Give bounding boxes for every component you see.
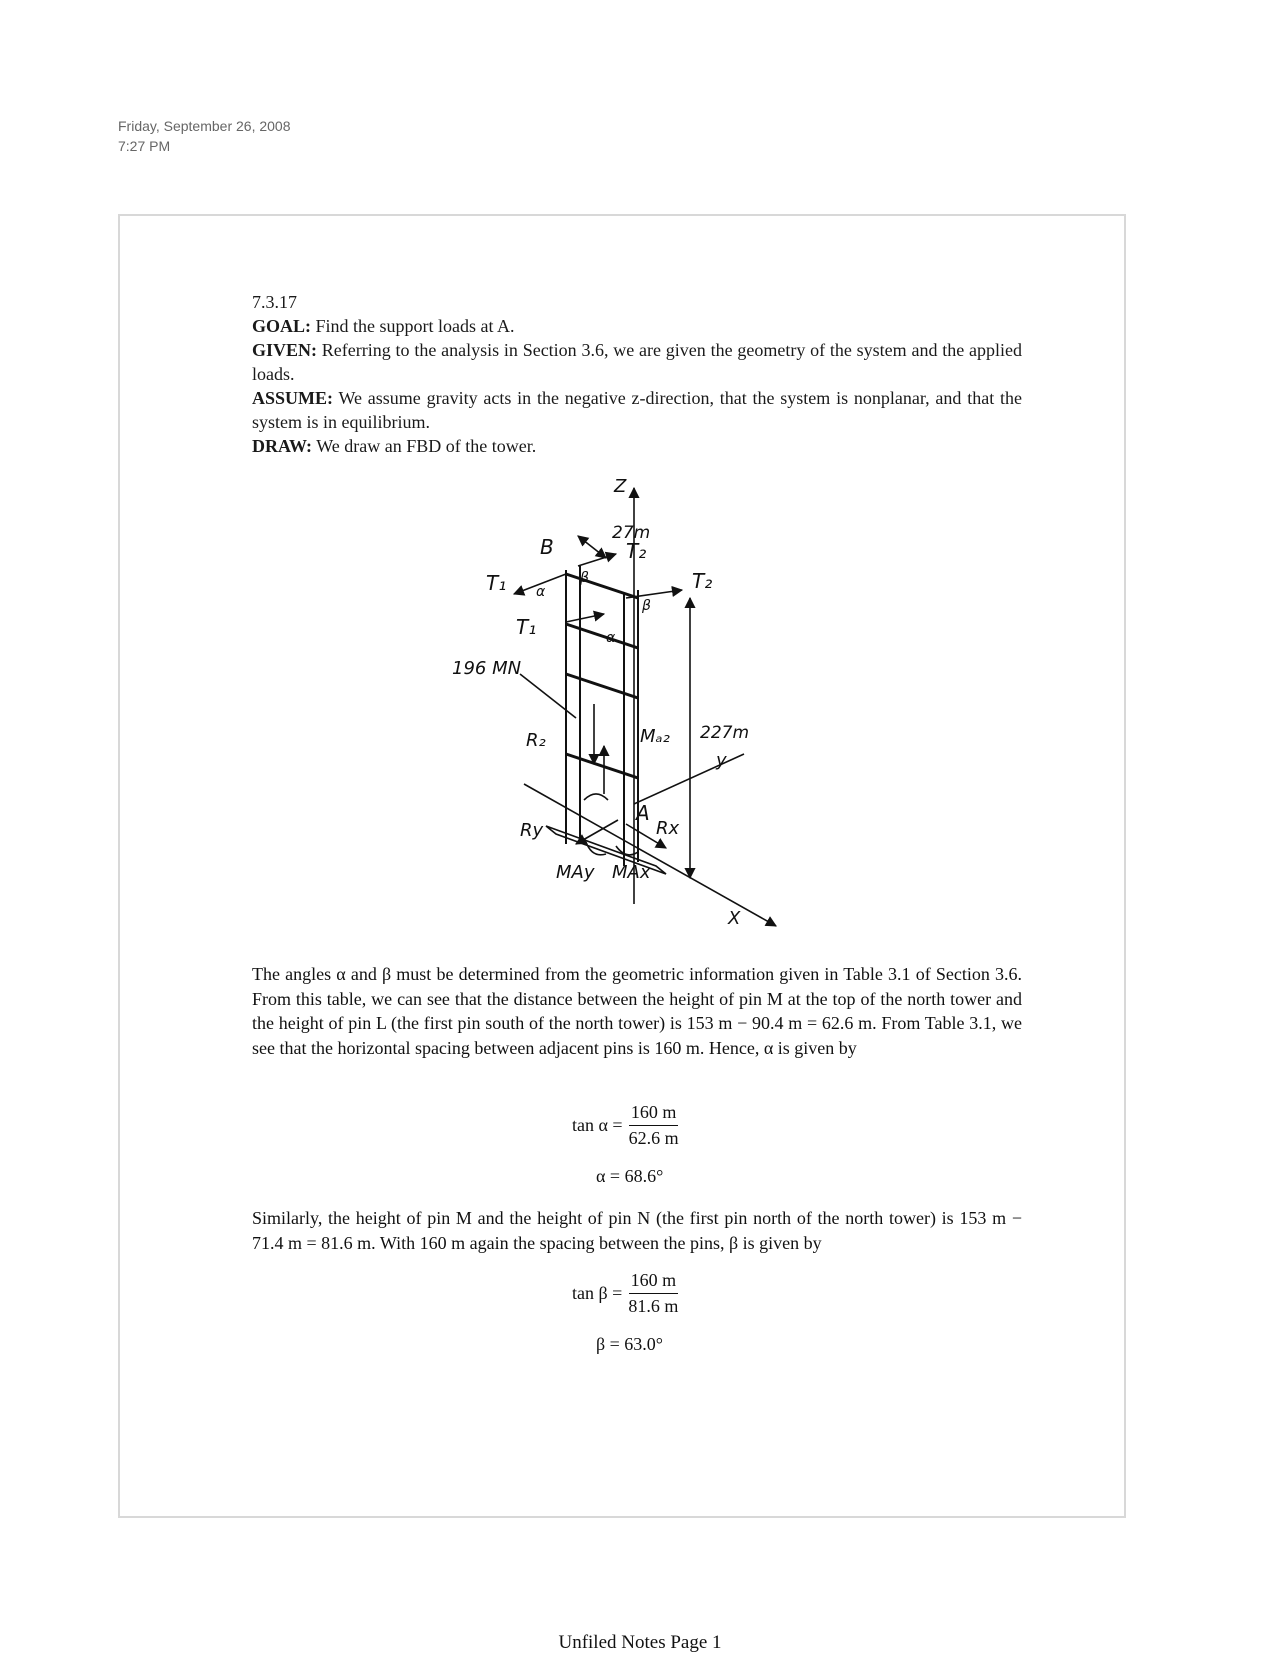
equation-tan-beta	[572, 1270, 678, 1317]
equation-alpha-value: α = 68.6°	[596, 1166, 664, 1186]
fbd-label-T2-right: T₂	[692, 569, 713, 593]
force-T1-mid	[566, 614, 604, 622]
fbd-label-T2-top: T₂	[626, 539, 647, 563]
fbd-label-y: y	[716, 750, 727, 771]
tower-beam-4	[566, 754, 638, 778]
fbd-label-T1-top: T₁	[486, 571, 507, 595]
fbd-label-z: Z	[614, 476, 627, 497]
analysis-paragraph-2: Similarly, the height of pin M and the height of pin N (the first pin north of the north tower) is 153 m − 71.4 m = 81.6 m. With 160 m again the spacing between the pins, β is given by	[252, 1208, 1022, 1253]
analysis-paragraph-1: The angles α and β must be determined from the geometric information given in Table 3.1 of Section 3.6. From this table, we can see that the distance between the height of pin M at the top of the north tower and the height of pin L (the first pin south of the north tower) is 153 m − 90.4 m = 62.6 m. From Table 3.1, we see that the horizontal spacing between adjacent pins is 160 m. Hence, α is given by	[252, 964, 1022, 1058]
tower-fbd-drawing	[452, 474, 826, 934]
assume-line	[252, 386, 1022, 434]
assume-text: We assume gravity acts in the negative z-direction, that the system is nonplanar, and that the system is in equilibrium.	[252, 388, 1022, 432]
fbd-label-Rz: R₂	[526, 730, 546, 751]
force-Ry	[576, 820, 618, 844]
fbd-label-MAy: MAy	[556, 862, 595, 883]
fbd-label-MAz: Mₐ₂	[640, 726, 670, 747]
equation-tan-beta-fraction	[628, 1270, 678, 1317]
tower-beam-1	[566, 574, 638, 598]
fbd-label-alpha-2: α	[606, 630, 616, 646]
given-text: Referring to the analysis in Section 3.6, we are given the geometry of the system and the applied loads.	[252, 340, 1022, 384]
fbd-label-MAx: MAx	[612, 862, 651, 883]
x-axis-line	[524, 784, 776, 926]
draw-label: DRAW:	[252, 436, 313, 456]
moment-MAz-arc	[584, 794, 608, 800]
given-line	[252, 338, 1022, 386]
goal-line	[252, 314, 1022, 338]
dimension-27m-line	[578, 536, 606, 558]
note-date: Friday, September 26, 2008	[118, 118, 291, 134]
given-label: GIVEN:	[252, 340, 318, 360]
fbd-label-196mn: 196 MN	[452, 658, 522, 679]
equation-tan-alpha-denominator: 62.6 m	[628, 1128, 679, 1148]
tower-beam-2	[566, 624, 638, 648]
fbd-label-alpha-1: α	[536, 584, 546, 600]
page-footer: Unfiled Notes Page 1	[558, 1632, 722, 1653]
equation-tan-beta-numerator: 160 m	[629, 1270, 679, 1294]
equation-tan-beta-denominator: 81.6 m	[628, 1296, 679, 1316]
problem-number: 7.3.17	[252, 292, 297, 312]
note-time: 7:27 PM	[118, 138, 171, 154]
force-T2-top	[578, 554, 616, 566]
goal-label: GOAL:	[252, 316, 312, 336]
fbd-label-27m: 27m	[612, 523, 651, 543]
fbd-label-beta-2: β	[642, 598, 651, 614]
equation-tan-alpha	[572, 1102, 679, 1149]
fbd-label-T1-mid: T₁	[516, 615, 537, 639]
note-timestamp	[118, 116, 291, 156]
fbd-label-Rx: Rx	[656, 818, 680, 839]
equation-tan-beta-lhs: tan β =	[572, 1283, 623, 1303]
y-axis-line	[634, 754, 744, 804]
goal-text: Find the support loads at A.	[311, 316, 515, 336]
draw-text: We draw an FBD of the tower.	[312, 436, 537, 456]
tower-beam-3	[566, 674, 638, 698]
fbd-label-227m: 227m	[700, 723, 750, 743]
equation-tan-alpha-fraction	[629, 1102, 679, 1149]
fbd-label-Ry: Ry	[520, 820, 544, 841]
draw-line	[252, 434, 1022, 458]
equation-beta-value: β = 63.0°	[596, 1334, 664, 1354]
fbd-label-A: A	[636, 801, 650, 825]
fbd-label-beta-1: β	[580, 570, 589, 586]
problem-statement	[252, 290, 1022, 458]
equation-tan-alpha-numerator: 160 m	[629, 1102, 679, 1126]
tower-fbd-figure	[452, 474, 826, 934]
weight-leader	[520, 674, 576, 718]
fbd-label-B: B	[540, 535, 554, 559]
equation-tan-alpha-lhs: tan α =	[572, 1115, 623, 1135]
fbd-label-x: X	[728, 908, 741, 929]
assume-label: ASSUME:	[252, 388, 334, 408]
